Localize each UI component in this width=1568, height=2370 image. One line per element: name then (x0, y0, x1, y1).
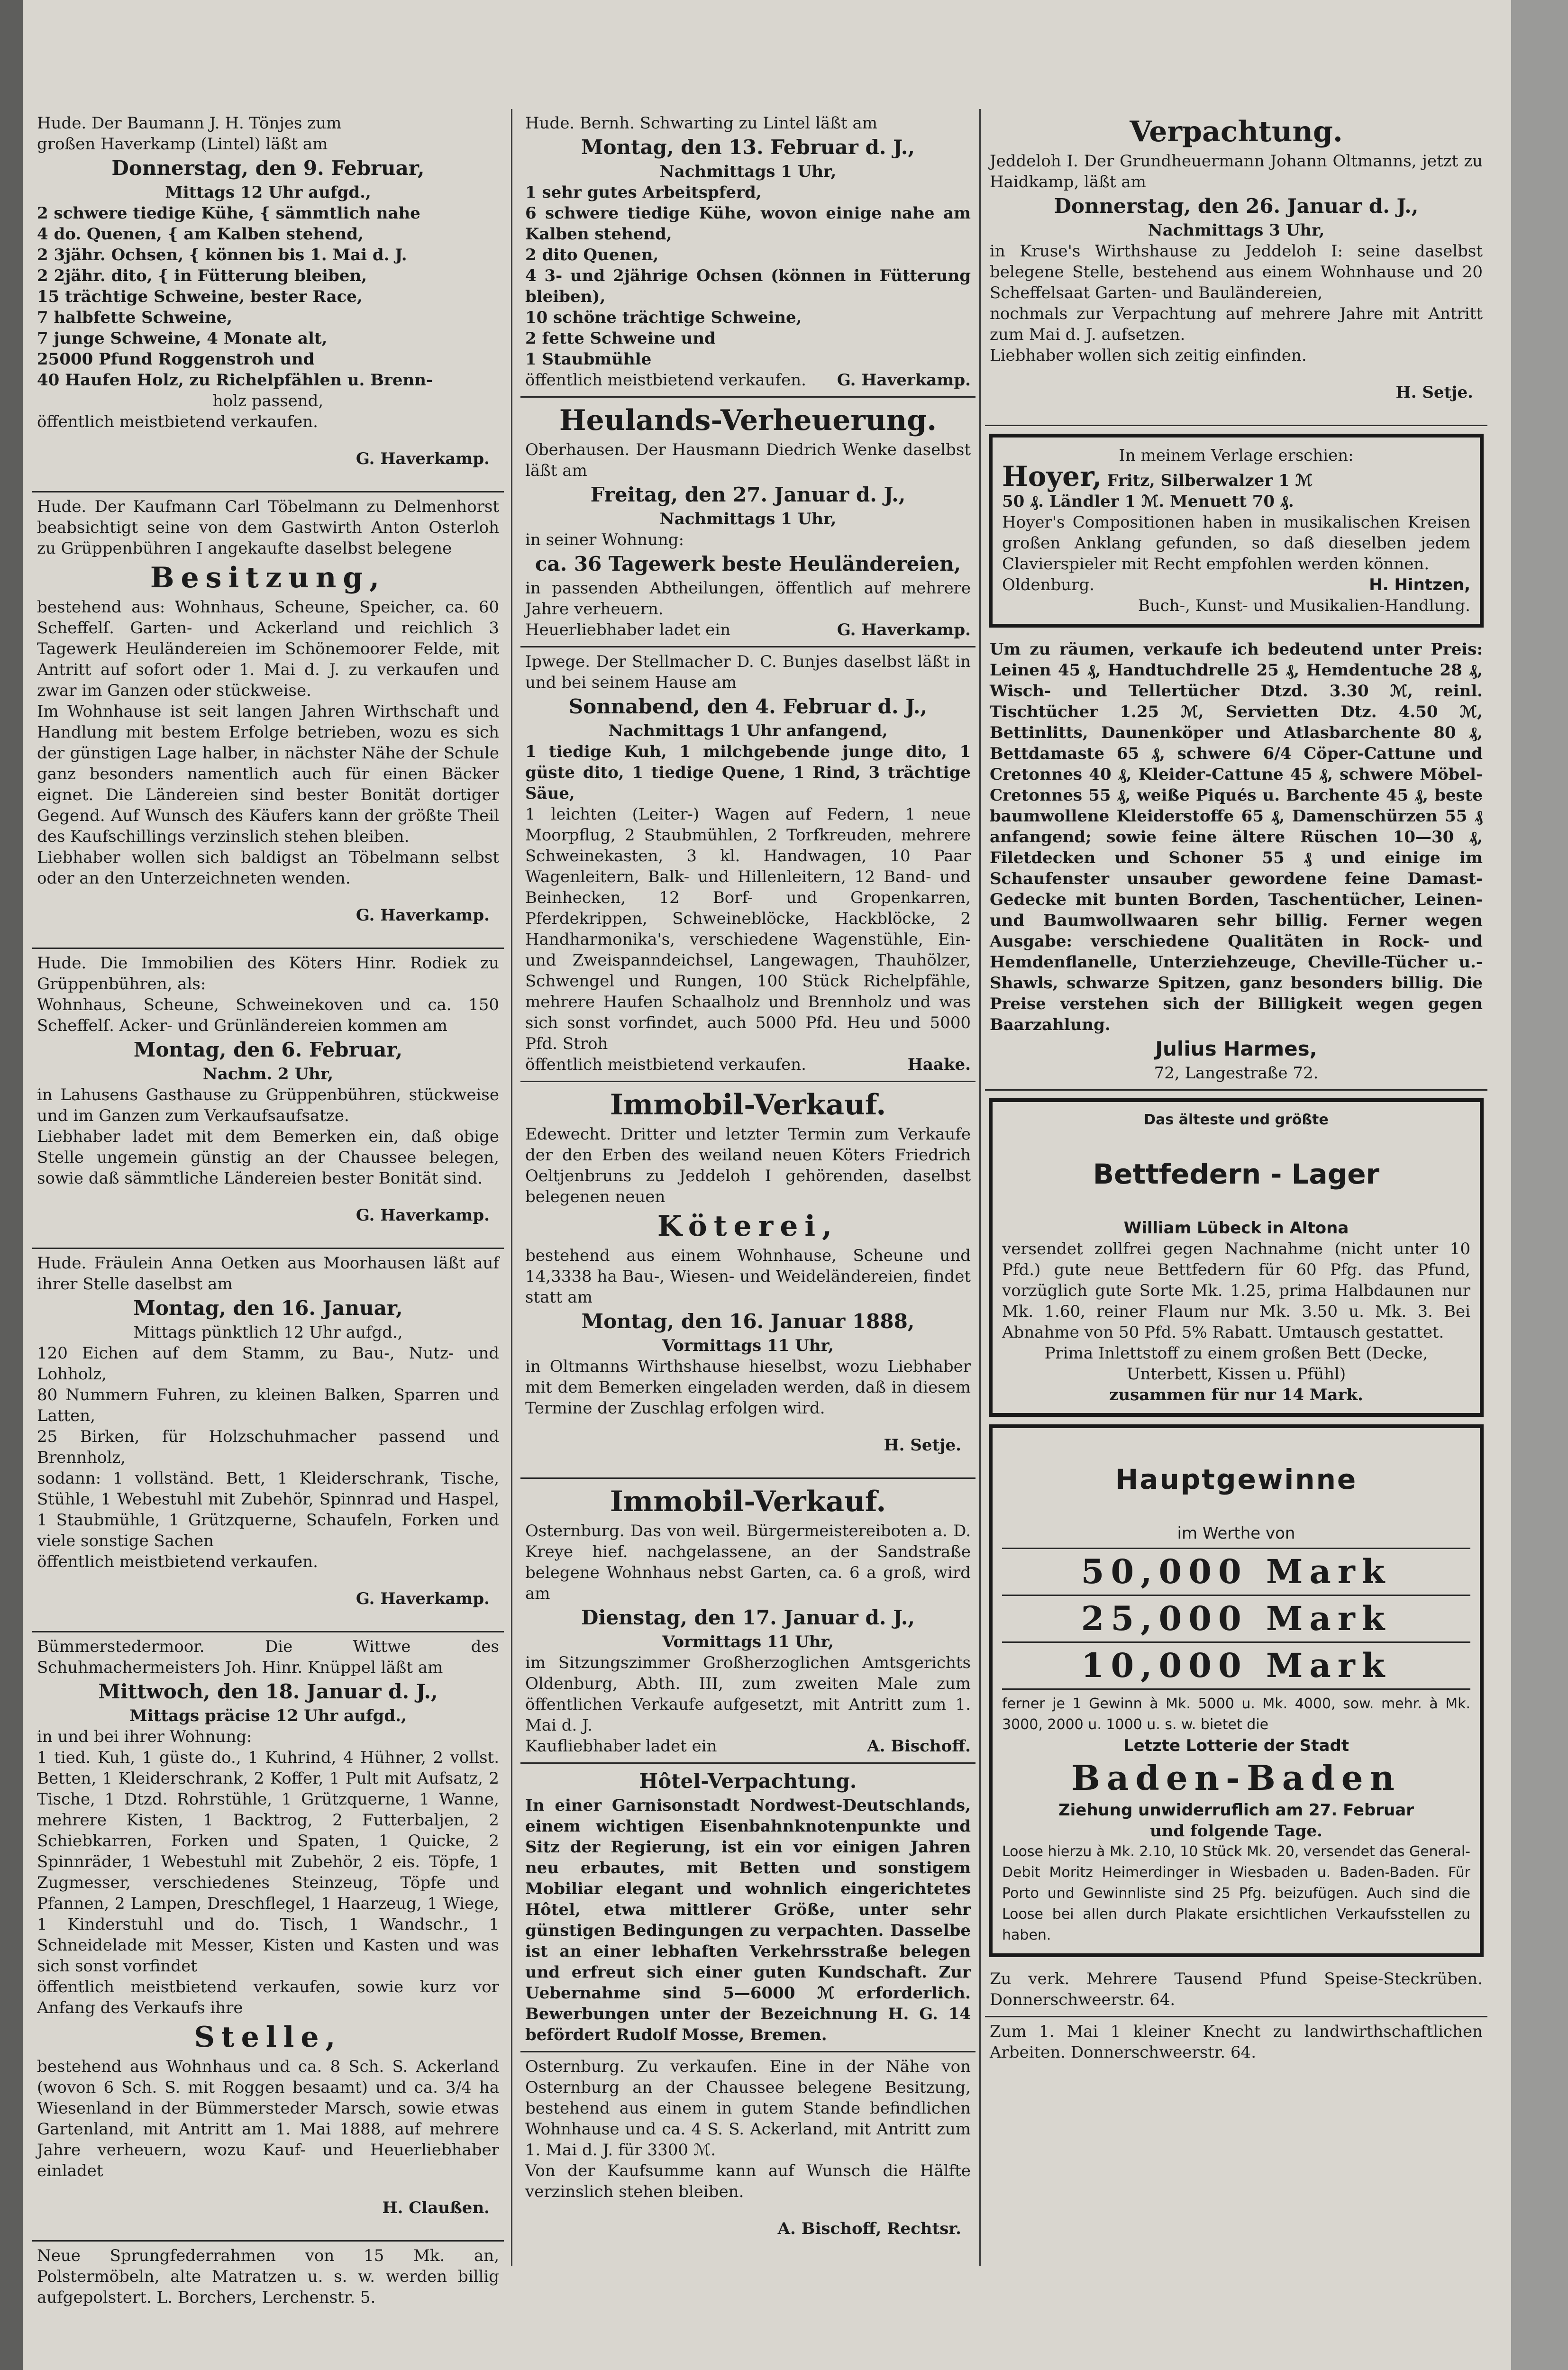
ad-time: Mittags präcise 12 Uhr aufgd., (129, 1706, 407, 1725)
divider (1002, 1548, 1470, 1549)
newspaper-page (23, 0, 1511, 2370)
ad-body: zusammen für nur 14 Mark. (1109, 1386, 1363, 1404)
ad-body: in und bei ihrer Wohnung: (37, 1727, 252, 1746)
ad-address: 72, Langestraße 72. (1154, 1064, 1319, 1083)
ad-date: Montag, den 16. Januar 1888, (581, 1310, 915, 1333)
ad-intro: Osternburg. Zu verkaufen. Eine in der Nähe von Osternburg an der Chaussee belegene Besitzung, bestehend aus einem in gutem Stande befindlichen Wohnhause und ca. 4 S. S. Ackerland, mit Antritt zum 1. Mai d. J. für 3300 ℳ. (525, 2057, 971, 2160)
ad-body: Prima Inlettstoff zu einem großen Bett (Decke, Unterbett, Kissen u. Pfühl) (1044, 1344, 1428, 1384)
ad-body: in seiner Wohnung: (525, 530, 684, 549)
ad-wenke (520, 398, 975, 647)
ad-item: 1 Staubmühle (525, 350, 652, 369)
ad-title: Hoyer, (1002, 460, 1102, 492)
ad-body: 1 leichten (Leiter-) Wagen auf Federn, 1 neue Moorpflug, 2 Staubmühlen, 2 Torfkreuden, mehrere Schweinekasten, 3 kl. Handwagen, 10 Paar Wagenleitern, Balk- und Hillenleitern, 12 Band- und Beinhecken, 12 Borf- und Gropenkarren, Pferdekrippen, Schweineblöcke, Hackblöcke, 2 Handharmonika's, verschiedene Wagenstühle, Ein- und Zweispanndeichsel, Langewagen, Thauhölzer, Schwengel und Rungen, 100 Stück Richelpfähle, mehrere Haufen Schaalholz und Brennholz und was sich sonst vorfindet, auch 5000 Pfd. Heu und 5000 Pfd. Stroh (525, 805, 971, 1053)
ad-body: Liebhaber wollen sich baldigst an Töbelmann selbst oder an den Unterzeichneten wenden. (37, 848, 499, 888)
ad-body: Zum 1. Mai 1 kleiner Knecht zu landwirthschaftlichen Arbeiten. Donnerschweerstr. 64. (990, 2022, 1483, 2062)
ad-time: Mittags 12 Uhr aufgd., (165, 183, 371, 202)
ad-signature: G. Haverkamp. (837, 371, 971, 390)
ad-body: bestehend aus Wohnhaus und ca. 8 Sch. S. Ackerland (wovon 6 Sch. S. mit Roggen besaamt) und ca. 3/4 ha Wiesenland in der Bümmersteder Marsch, sowie etwas Gartenland, mit Antritt am 1. Mai 1888, auf mehrere Jahre verheuern, wozu Kauf- und Heuerliebhaber einladet (37, 2057, 499, 2180)
ad-body: Um zu räumen, verkaufe ich bedeutend unter Preis: Leinen 45 ₰, Handtuchdrelle 25 ₰, Hemdentuche 28 ₰, Wisch- und Tellertücher Dtzd. 3.30 ℳ, reinl. Tischtücher 1.25 ℳ, Servietten Dtz. 4.50 ℳ, Bettinlitts, Daunenköper und Atlasbarchente 80 ₰, Bettdamaste 65 ₰, schwere 6/4 Cöper-Cattune und Cretonnes 40 ₰, Kleider-Cattune 45 ₰, schwere Möbel-Cretonnes 55 ₰, weiße Piqués u. Barchente 45 ₰, beste baumwollene Kleiderstoffe 65 ₰, Damenschürzen 55 ₰ anfangend; sowie feine ältere Rüschen 10—30 ₰, Filetdecken und Schoner 55 ₰ und einige im Schaufenster unsauber gewordene feine Damast-Gedecke mit bunten Borden, Taschentücher, Leinen- und Baumwollwaaren sehr billig. Ferner wegen Ausgabe: verschiedene Qualitäten in Rock- und Hemdenflanelle, Unterziehzeuge, Cheville-Tücher u.-Shawls, schwarze Spitzen, ganz besonders billig. Die Preise verstehen sich der Billigkeit wegen gegen Baarzahlung. (990, 640, 1483, 1034)
ad-title: Immobil-Verkauf. (610, 1485, 886, 1518)
ad-signature: A. Bischoff, Rechtsr. (777, 2219, 961, 2238)
ad-body: Liebhaber ladet mit dem Bemerken ein, daß obige Stelle ungemein günstig an der Chaussee belegen, sowie daß sämmtliche Ländereien bester Bonität sind. (37, 1127, 499, 1188)
ad-time: Vormittags 11 Uhr, (662, 1336, 834, 1355)
ad-signature: G. Haverkamp. (356, 1589, 490, 1608)
ad-body: sodann: 1 vollständ. Bett, 1 Kleiderschrank, Tische, Stühle, 1 Webestuhl mit Zubehör, Spinnrad und Haspel, 1 Staubmühle, 1 Grützquerne, Schaufeln, Forken und viele sonstige Sachen (37, 1469, 499, 1550)
ad-closing: öffentlich meistbietend verkaufen. (525, 1055, 806, 1074)
divider (1002, 1641, 1470, 1643)
ad-intro: Hude. Der Kaufmann Carl Töbelmann zu Delmenhorst beabsichtigt seine von dem Gastwirth Anton Osterloh zu Grüppenbühren I angekaufte daselbst belegene (37, 497, 499, 558)
ad-subtitle: William Lübeck in Altona (1123, 1219, 1349, 1238)
ad-title: Verpachtung. (1130, 115, 1343, 148)
ad-date: Freitag, den 27. Januar d. J., (590, 483, 906, 506)
ad-item: 120 Eichen auf dem Stamm, zu Bau-, Nutz- und Lohholz, (37, 1344, 499, 1384)
ad-subtitle: im Werthe von (1177, 1524, 1295, 1543)
ad-knueppel (32, 1632, 504, 2242)
divider (1002, 1688, 1470, 1690)
ad-date: Donnerstag, den 9. Februar, (111, 156, 425, 180)
ad-time: Nachmittags 3 Uhr, (1148, 221, 1325, 240)
column-1 (32, 109, 504, 2307)
ad-body: in Lahusens Gasthause zu Grüppenbühren, stückweise und im Ganzen zum Verkaufsaufsatze. (37, 1085, 499, 1125)
ad-date: Sonnabend, den 4. Februar d. J., (568, 695, 928, 718)
ad-title: Heulands-Verheuerung. (559, 404, 937, 437)
ad-closing: öffentlich meistbietend verkaufen. (37, 1552, 318, 1571)
ad-date: Montag, den 6. Februar, (133, 1038, 403, 1061)
ad-closing: öffentlich meistbietend verkaufen. (37, 412, 318, 431)
ad-time: Mittags pünktlich 12 Uhr aufgd., (133, 1323, 403, 1342)
ad-item: 40 Haufen Holz, zu Richelpfählen u. Brenn- (37, 371, 433, 390)
ad-toenjes (32, 109, 504, 492)
ad-body: Im Wohnhause ist seit langen Jahren Wirthschaft und Handlung mit bestem Erfolge betrieben, wozu es sich der günstigen Lage halber, in nächster Nähe der Schule ganz besonders namentlich auch für einen Bäcker eignet. Die Ländereien sind bester Bonität dortiger Gegend. Auf Wunsch des Käufers kann der größte Theil des Kaufschillings verzinslich stehen bleiben. (37, 702, 499, 846)
ad-item: 2 fette Schweine und (525, 329, 716, 348)
ad-item: 25 Birken, für Holzschuhmacher passend und Brennholz, (37, 1427, 499, 1467)
ad-body: Hoyer's Compositionen haben in musikalischen Kreisen großen Anklang gefunden, so daß dieselben jedem Clavierspieler mit Recht empfohlen werden können. (1002, 513, 1470, 574)
ad-bettfedern-box (989, 1098, 1484, 1417)
ad-body: Von der Kaufsumme kann auf Wunsch die Hälfte verzinslich stehen bleiben. (525, 2161, 971, 2201)
ad-signature: G. Haverkamp. (356, 1206, 490, 1225)
ad-body: bestehend aus einem Wohnhause, Scheune und 14,3338 ha Bau-, Wiesen- und Weideländereien, findet statt am (525, 1246, 971, 1307)
ad-signature: H. Setje. (1395, 383, 1473, 402)
ad-signature: H. Hintzen, (1369, 575, 1470, 594)
ad-hotel (520, 1764, 975, 2052)
ad-footer (525, 1054, 971, 1075)
ad-title: Besitzung, (150, 561, 386, 594)
prize-amount: 50,000 Mark (1081, 1552, 1392, 1591)
ad-osternburg-sale (520, 2052, 975, 2261)
ad-signature: Haake. (907, 1055, 971, 1074)
ad-item: 7 junge Schweine, 4 Monate alt, (37, 329, 328, 348)
ad-body: in Kruse's Wirthshause zu Jeddeloh I: seine daselbst belegene Stelle, bestehend aus einem Wohnhause und 20 Scheffelsaat Garten- und Bauländereien, (990, 242, 1483, 302)
ad-knecht (985, 2017, 1487, 2069)
ad-time: Nachmittags 1 Uhr, (659, 162, 837, 181)
ad-body: Letzte Lotterie der Stadt (1123, 1736, 1349, 1755)
ad-intro: Jeddeloh I. Der Grundheuermann Johann Oltmanns, jetzt zu Haidkamp, läßt am (990, 152, 1483, 191)
ad-body: Neue Sprungfederrahmen von 15 Mk. an, Polstermöbeln, alte Matratzen u. s. w. werden billig aufgepolstert. L. Borchers, Lerchenstr. 5. (37, 2246, 499, 2307)
ad-closing: Heuerliebhaber ladet ein (525, 620, 731, 639)
ad-item: 2 3jähr. Ochsen, { können bis 1. Mai d. J. (37, 246, 407, 264)
column-rule (511, 109, 512, 2266)
ad-bunjes (520, 647, 975, 1082)
ad-signature: G. Haverkamp. (356, 449, 490, 468)
ad-signature: G. Haverkamp. (356, 906, 490, 925)
ad-item: 10 schöne trächtige Schweine, (525, 308, 802, 327)
column-3 (985, 109, 1487, 2275)
ad-draw: und folgende Tage. (1150, 1822, 1322, 1841)
ad-intro: Hude. Der Baumann J. H. Tönjes zum (37, 114, 342, 133)
ad-closing: Kaufliebhaber ladet ein (525, 1737, 717, 1756)
ad-intro: Hude. Bernh. Schwarting zu Lintel läßt am (525, 114, 877, 133)
prize-amount: 25,000 Mark (1081, 1599, 1392, 1638)
ad-date: Montag, den 13. Februar d. J., (581, 136, 915, 159)
ad-oetken (32, 1249, 504, 1632)
ad-signature: Julius Harmes, (1155, 1037, 1317, 1060)
ad-harmes (985, 635, 1487, 1091)
ad-item: 2 schwere tiedige Kühe, { sämmtlich nahe (37, 204, 420, 223)
ad-items: 1 tiedige Kuh, 1 milchgebende junge dito, 1 güste dito, 1 tiedige Quene, 1 Rind, 3 trächtige Säue, (525, 742, 971, 803)
ad-item: 2 dito Quenen, (525, 246, 659, 264)
ad-signature: G. Haverkamp. (837, 620, 971, 639)
ad-lottery-box (989, 1424, 1484, 1957)
ad-intro: Hude. Die Immobilien des Köters Hinr. Rodiek zu Grüppenbühren, als: (37, 954, 499, 994)
ad-title: Immobil-Verkauf. (610, 1088, 886, 1121)
ad-title: Stelle, (194, 2021, 342, 2054)
ad-item: 15 trächtige Schweine, bester Race, (37, 287, 363, 306)
ad-schwarting (520, 109, 975, 398)
ad-signature-sub: Buch-, Kunst- und Musikalien-Handlung. (1138, 596, 1470, 615)
ad-item: 7 halbfette Schweine, (37, 308, 233, 327)
ad-body: in passenden Abtheilungen, öffentlich auf mehrere Jahre verheuern. (525, 579, 971, 619)
ad-body: versendet zollfrei gegen Nachnahme (nicht unter 10 Pfd.) gute neue Bettfedern für 60 Pfg. das Pfund, vorzüglich gute Sorte Mk. 1.25, prima Halbdaunen nur Mk. 1.60, reiner Flaum nur Mk. 3.50 u. Mk. 3. Bei Abnahme von 50 Pfd. 5% Rabatt. Umtausch gestattet. (1002, 1240, 1470, 1342)
ad-body: in Oltmanns Wirthshause hieselbst, wozu Liebhaber mit dem Bemerken eingeladen werden, daß in diesem Termine der Zuschlag erfolgen wird. (525, 1357, 971, 1418)
ad-body: bestehend aus: Wohnhaus, Scheune, Speicher, ca. 60 Scheffelſ. Garten- und Ackerland und reichlich 3 Tagewerk Heuländereien im Schönemoorer Felde, mit Antritt auf sofort oder 1. Mai d. J. zu verkaufen und zwar im Ganzen oder stückweise. (37, 598, 499, 700)
ad-draw: Ziehung unwiderruflich am 27. Februar (1058, 1801, 1414, 1820)
ad-rodiek (32, 949, 504, 1249)
ad-toebelmann (32, 492, 504, 949)
ad-time: Vormittags 11 Uhr, (662, 1632, 834, 1651)
ad-date: Montag, den 16. Januar, (133, 1296, 403, 1320)
ad-body: im Sitzungszimmer Großherzoglichen Amtsgerichts Oldenburg, Abth. III, zum zweiten Male zum öffentlichen Verkaufe aufgesetzt, mit Antritt zum 1. Mai d. J. (525, 1653, 971, 1735)
ad-item: holz passend, (212, 392, 324, 410)
ad-body: öffentlich meistbietend verkaufen, sowie kurz vor Anfang des Verkaufs ihre (37, 1978, 499, 2017)
divider (1002, 1595, 1470, 1596)
ad-item: 4 3- und 2jährige Ochsen (können in Fütterung bleiben), (525, 266, 971, 306)
ad-item: 50 ₰. Ländler 1 ℳ. Menuett 70 ₰. (1002, 492, 1294, 511)
ad-intro: Bümmerstedermoor. Die Wittwe des Schuhmachermeisters Joh. Hinr. Knüppel läßt am (37, 1637, 499, 1677)
ad-signature: H. Setje. (884, 1436, 961, 1455)
ad-items: 1 tied. Kuh, 1 güste do., 1 Kuhrind, 4 Hühner, 2 vollst. Betten, 1 Kleiderschrank, 2 Koffer, 1 Pult mit Aufsatz, 2 Tische, 1 Dtzd. Rohrstühle, 1 Grützquerne, 1 Wanne, mehrere Kisten, 1 Backtrog, 2 Futterbaljen, 2 Schiebkarren, Forken und Spaten, 1 Quicke, 2 Spinnräder, 1 Webestuhl mit Zubehör, 2 eis. Töpfe, 1 Zugmesser, verschiedenes Steinzeug, Töpfe und Pfannen, 2 Lampen, Dreschflegel, 1 Haarzeug, 1 Wiege, 1 Kinderstuhl und do. Tisch, 1 Wandschr., 1 Schneidelade mit Messer, Kisten und Kasten und was sich sonst vorfindet (37, 1748, 499, 1976)
ad-intro: Ipwege. Der Stellmacher D. C. Bunjes daselbst läßt in und bei seinem Hause am (525, 652, 971, 692)
ad-item: 1 sehr gutes Arbeitspferd, (525, 183, 762, 202)
ad-footer (525, 620, 971, 640)
ad-title: Bettfedern - Lager (1093, 1158, 1380, 1190)
ad-intro: Osternburg. Das von weil. Bürgermeistereiboten a. D. Kreye hief. nachgelassene, an der Sandstraße belegene Wohnhaus nebst Garten, ca. 6 a groß, wird am (525, 1522, 971, 1603)
ad-oltmanns (985, 109, 1487, 426)
ad-item: 2 2jähr. dito, { in Fütterung bleiben, (37, 266, 367, 285)
scan-right-edge (1511, 0, 1568, 2370)
ad-item: Fritz, Silberwalzer 1 ℳ (1107, 471, 1313, 490)
ad-body: Zu verk. Mehrere Tausend Pfund Speise-Steckrüben. Donnerschweerstr. 64. (990, 1969, 1483, 2009)
ad-time: Nachmittags 1 Uhr anfangend, (608, 721, 888, 740)
ad-intro: Oberhausen. Der Hausmann Diedrich Wenke daselbst läßt am (525, 440, 971, 480)
ad-oeltjenbruns (520, 1082, 975, 1479)
ad-date: Dienstag, den 17. Januar d. J., (581, 1606, 915, 1629)
ad-time: Nachm. 2 Uhr, (202, 1065, 334, 1084)
ad-body: Loose hierzu à Mk. 2.10, 10 Stück Mk. 20, versendet das General-Debit Moritz Heimerdinger in Wiesbaden u. Baden-Baden. Für Porto und Gewinnliste sind 25 Pfg. beizufügen. Auch sind die Loose bei allen durch Plakate ersichtlichen Verkaufsstellen zu haben. (1002, 1843, 1470, 1943)
ad-signature: A. Bischoff. (867, 1737, 971, 1756)
ad-body: Liebhaber wollen sich zeitig einfinden. (990, 346, 1307, 365)
ad-closing: öffentlich meistbietend verkaufen. (525, 371, 806, 390)
ad-intro: Hude. Fräulein Anna Oetken aus Moorhausen läßt auf ihrer Stelle daselbst am (37, 1254, 499, 1294)
ad-body: Wohnhaus, Scheune, Schweinekoven und ca. 150 Scheffelſ. Acker- und Grünländereien kommen am (37, 995, 499, 1035)
ad-hoyer-box (989, 434, 1484, 628)
ad-intro: Edewecht. Dritter und letzter Termin zum Verkaufe der den Erben des weiland neuen Köters Friedrich Oeltjenbruns zu Jeddeloh I gehörenden, daselbst belegenen neuen (525, 1125, 971, 1206)
ad-body: ferner je 1 Gewinn à Mk. 5000 u. Mk. 4000, sow. mehr. à Mk. 3000, 2000 u. 1000 u. s. w. bietet die (1002, 1695, 1470, 1733)
ad-body: nochmals zur Verpachtung auf mehrere Jahre mit Antritt zum Mai d. J. aufsetzen. (990, 304, 1483, 344)
ad-item: 25000 Pfund Roggenstroh und (37, 350, 315, 369)
ad-title: Hôtel-Verpachtung. (639, 1769, 857, 1793)
column-rule (979, 109, 981, 2266)
ad-item: 4 do. Quenen, { am Kalben stehend, (37, 225, 364, 244)
ad-intro: großen Haverkamp (Lintel) läßt am (37, 135, 328, 154)
ad-title: Hauptgewinne (1115, 1463, 1358, 1495)
ad-kreye (520, 1479, 975, 1764)
ad-footer (1002, 574, 1470, 595)
ad-intro: Das älteste und größte (1144, 1112, 1329, 1128)
ad-date: Mittwoch, den 18. Januar d. J., (98, 1680, 438, 1703)
ad-item: 6 schwere tiedige Kühe, wovon einige nahe am Kalben stehend, (525, 204, 971, 244)
ad-place: Oldenburg. (1002, 575, 1095, 594)
scan-left-edge (0, 0, 23, 2370)
ad-highlight: ca. 36 Tagewerk beste Heuländereien, (535, 552, 961, 575)
ad-city: Baden-Baden (1071, 1758, 1401, 1798)
ad-date: Donnerstag, den 26. Januar d. J., (1054, 194, 1419, 218)
ad-body: In einer Garnisonstadt Nordwest-Deutschlands, einem wichtigen Eisenbahnknotenpunkte und Sitz der Regierung, ist ein vor einigen Jahren neu erbautes, mit Betten und sonstigem Mobiliar elegant und wohnlich eingerichtetes Hôtel, etwa mittlerer Größe, unter sehr günstigen Bedingungen zu verpachten. Dasselbe ist an einer lebhaften Verkehrsstraße belegen und erfreut sich einer guten Kundschaft. Zur Uebernahme sind 5—6000 ℳ erforderlich. Bewerbungen unter der Bezeichnung H. G. 14 befördert Rudolf Mosse, Bremen. (525, 1796, 971, 2044)
ad-borchers (32, 2242, 504, 2314)
prize-amount: 10,000 Mark (1081, 1646, 1392, 1685)
ad-footer (525, 370, 971, 391)
ad-item: 80 Nummern Fuhren, zu kleinen Balken, Sparren und Latten, (37, 1386, 499, 1425)
ad-time: Nachmittags 1 Uhr, (659, 510, 837, 529)
ad-title: Köterei, (657, 1210, 839, 1243)
column-2 (520, 109, 975, 2275)
ad-signature: H. Claußen. (382, 2198, 490, 2217)
ad-steckrueben (985, 1965, 1487, 2017)
ad-intro: In meinem Verlage erschien: (1119, 446, 1354, 465)
ad-footer (525, 1736, 971, 1757)
